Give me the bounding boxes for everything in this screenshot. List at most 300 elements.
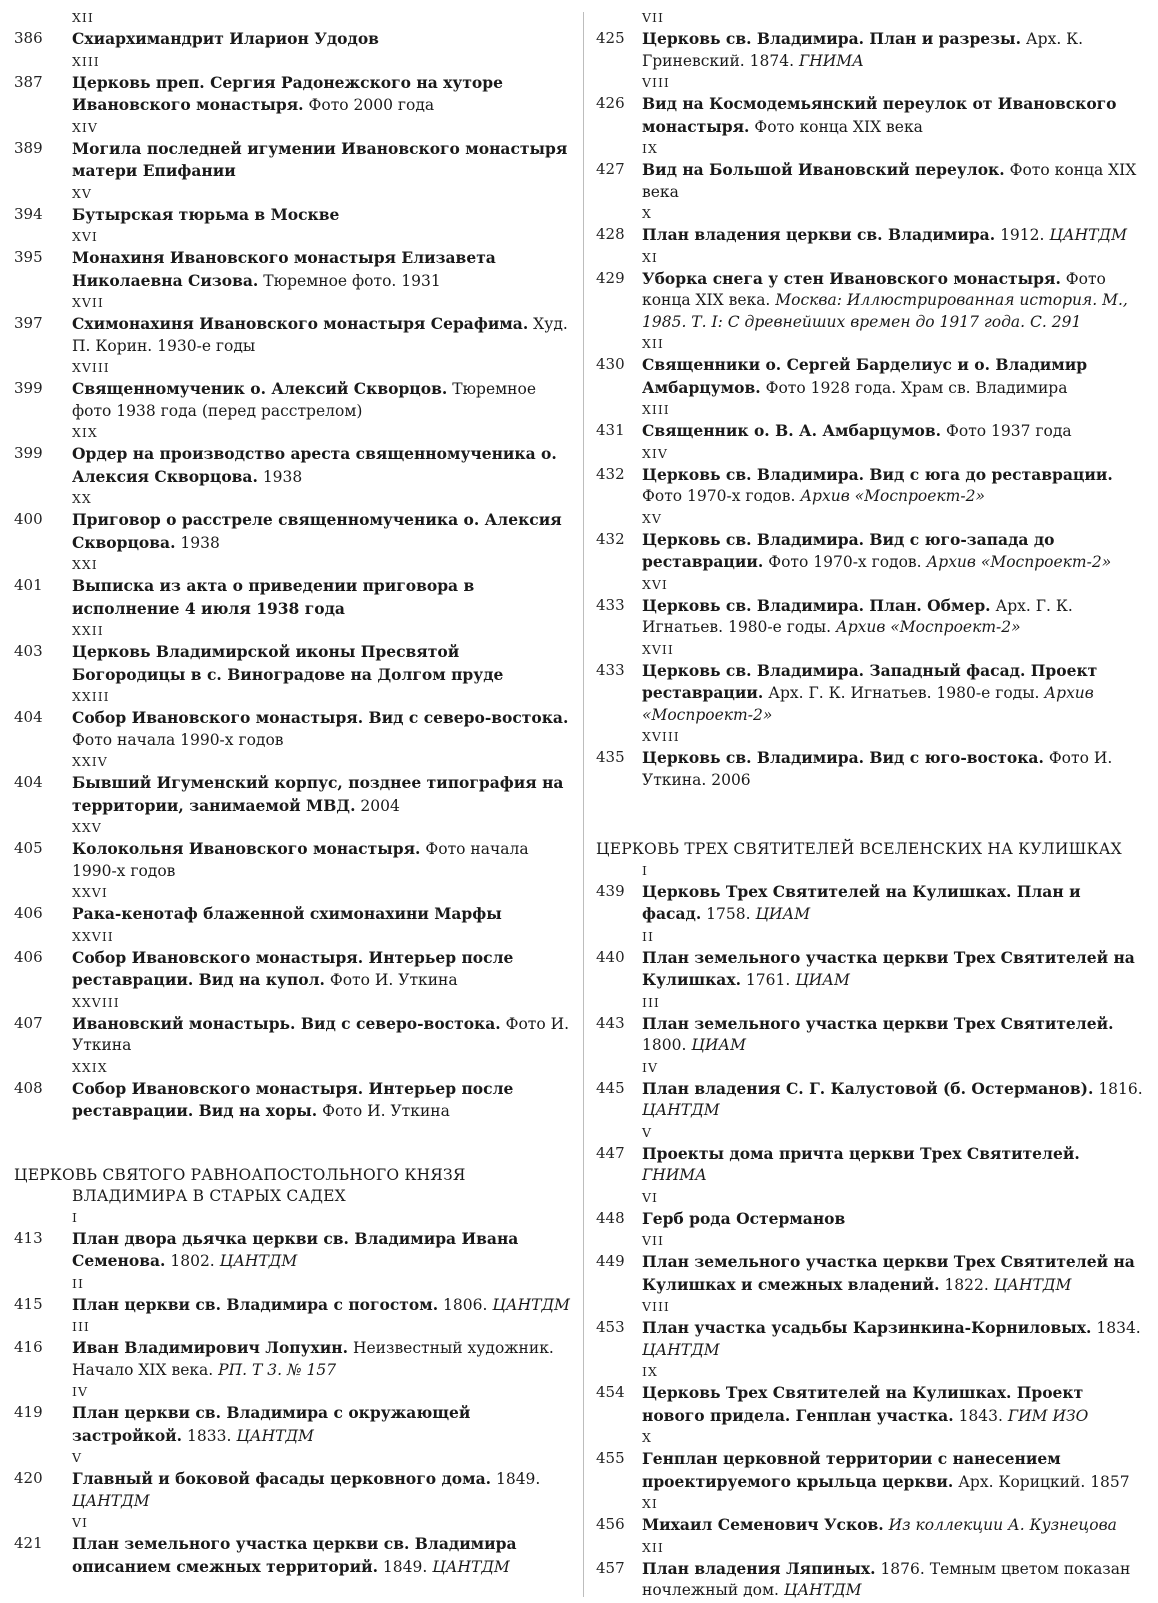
illustration-roman-numeral: I <box>642 862 648 878</box>
list-item <box>596 464 1144 508</box>
entry-source: Архив «Моспроект-2» <box>800 487 985 505</box>
entry-title: Проекты дома причта церкви Трех Святителей. <box>642 1143 1080 1163</box>
left-section-entries <box>14 1208 574 1579</box>
entry-source: Из коллекции А. Кузнецова <box>888 1516 1117 1534</box>
illustration-roman-numeral: XIX <box>72 425 98 440</box>
entry-details: 1833. <box>187 1426 232 1445</box>
page-number: 455 <box>596 1449 625 1467</box>
entry-title: Иван Владимирович Лопухин. <box>72 1338 349 1357</box>
entry-source: ЦАНТДМ <box>783 1581 862 1599</box>
entry-title: Церковь Владимирской иконы Пресвятой Богородицы в с. Виноградове на Долгом пруде <box>72 642 504 684</box>
entry-title: План земельного участка церкви Трех Святителей. <box>642 1013 1114 1033</box>
entry-title: Церковь Трех Святителей на Кулишках. Проект нового придела. Генплан участка. <box>642 1383 1084 1425</box>
page-number: 435 <box>596 748 625 766</box>
list-item <box>596 354 1144 399</box>
entry-title: План земельного участка церкви св. Владимира описанием смежных территорий. <box>72 1534 517 1576</box>
illustration-roman-numeral: XXIII <box>72 689 110 704</box>
illustration-roman-numeral: VI <box>642 1189 658 1205</box>
entry-description <box>642 1143 1144 1187</box>
entry-title: Церковь св. Владимира. План и разрезы. <box>642 29 1021 48</box>
list-item <box>596 1078 1144 1122</box>
entry-title: Ивановский монастырь. Вид с северо-востока. <box>72 1013 501 1033</box>
entry-description <box>72 1533 574 1578</box>
page-number: 456 <box>596 1515 625 1533</box>
illustration-roman-numeral: XVIII <box>642 729 680 744</box>
entry-title: Собор Ивановского монастыря. Вид с северо-востока. <box>72 708 569 727</box>
entry-description <box>642 747 1144 791</box>
illustration-roman-numeral: V <box>72 1450 83 1465</box>
entry-details: Фото И. Уткина <box>329 971 458 989</box>
page-number: 453 <box>596 1318 625 1336</box>
illustration-roman-numeral: XXVIII <box>72 994 120 1010</box>
illustration-roman-numeral: VIII <box>642 1299 670 1314</box>
entry-source: ГИМ ИЗО <box>1007 1406 1089 1425</box>
entry-description <box>642 1013 1144 1057</box>
illustration-roman-numeral: IV <box>642 1059 658 1075</box>
entry-description <box>72 947 574 992</box>
illustration-roman-numeral: XXIX <box>72 1059 108 1075</box>
list-item <box>596 1208 1144 1231</box>
page-number: 432 <box>596 529 625 548</box>
entry-details: 1800. <box>642 1036 687 1054</box>
list-item <box>596 595 1144 639</box>
entry-description <box>72 838 574 882</box>
entry-title: План земельного участка церкви Трех Святителей на Кулишках и смежных владений. <box>642 1252 1135 1294</box>
right-section-entries <box>596 861 1144 1602</box>
entry-details: 1843. <box>958 1406 1003 1425</box>
entry-description <box>72 313 574 357</box>
page-number: 420 <box>14 1469 43 1487</box>
entry-details: Фото И. Уткина <box>72 1014 570 1054</box>
page-number: 405 <box>14 839 43 857</box>
list-item <box>596 1143 1144 1187</box>
entry-details: 1822. <box>944 1275 989 1294</box>
list-item <box>596 947 1144 992</box>
illustration-roman-numeral: II <box>72 1275 84 1291</box>
list-item <box>14 1228 574 1273</box>
left-entries <box>14 8 574 1123</box>
page-number: 454 <box>596 1383 625 1401</box>
illustration-roman-numeral: X <box>642 1430 652 1445</box>
entry-details: Фото 1928 года. Храм св. Владимира <box>765 378 1068 397</box>
illustration-roman-numeral: VII <box>642 1233 664 1248</box>
entry-description <box>642 1448 1144 1493</box>
page-number: 401 <box>14 576 43 594</box>
entry-title: План владения церкви св. Владимира. <box>642 225 996 244</box>
page-number: 425 <box>596 29 625 47</box>
illustration-roman-numeral: III <box>72 1319 90 1334</box>
entry-description <box>642 1382 1144 1427</box>
entry-title: План участка усадьбы Карзинкина-Корниловых. <box>642 1318 1092 1337</box>
illustration-roman-numeral: VIII <box>642 75 670 90</box>
entry-title: Генплан церковной территории с нанесением проектируемого крыльца церкви. <box>642 1449 1061 1491</box>
page-number: 413 <box>14 1228 43 1247</box>
entry-title: Священномученик о. Алексий Скворцов. <box>72 379 448 398</box>
illustration-roman-numeral: XXIV <box>72 754 108 769</box>
entry-source: Архив «Моспроект-2» <box>642 684 1094 724</box>
illustration-roman-numeral: XII <box>72 10 94 25</box>
entry-details: Фото 1970-х годов. <box>642 487 796 505</box>
illustration-roman-numeral: XIV <box>642 445 668 461</box>
entry-details: Фото конца XIX века <box>754 117 923 136</box>
illustration-roman-numeral: IX <box>642 141 658 156</box>
entry-source: ЦАНТДМ <box>236 1426 314 1445</box>
list-item <box>14 138 574 183</box>
list-item <box>14 443 574 488</box>
illustration-roman-numeral: IV <box>72 1384 88 1399</box>
page-number: 439 <box>596 881 625 900</box>
list-item <box>596 1317 1144 1361</box>
entry-description <box>72 641 574 686</box>
entry-title: Уборка снега у стен Ивановского монастыря. <box>642 268 1061 288</box>
illustration-roman-numeral: XV <box>642 510 662 526</box>
entry-description <box>642 1208 1144 1231</box>
illustration-roman-numeral: XIII <box>642 402 670 417</box>
entry-description <box>642 1514 1144 1537</box>
entry-title: Церковь св. Владимира. Вид с юго-запада до реставрации. <box>642 529 1055 571</box>
entry-details: Фото 1970-х годов. <box>768 553 922 571</box>
illustration-roman-numeral: V <box>642 1124 653 1140</box>
column-divider <box>583 12 584 1597</box>
entry-source: РП. Т 3. № 157 <box>218 1360 337 1379</box>
illustration-roman-numeral: XX <box>72 491 92 506</box>
entry-title: Собор Ивановского монастыря. Интерьер после реставрации. Вид на купол. <box>72 947 514 989</box>
illustration-roman-numeral: VI <box>72 1515 88 1530</box>
entry-title: Герб рода Остерманов <box>642 1208 846 1228</box>
entry-description <box>72 772 574 817</box>
entry-source: ЦИАМ <box>691 1036 746 1054</box>
page-number: 447 <box>596 1143 625 1162</box>
list-item <box>596 268 1144 334</box>
page-number: 386 <box>14 29 43 47</box>
entry-source: ГНИМА <box>798 51 864 70</box>
illustration-roman-numeral: XI <box>642 249 658 265</box>
entry-details: 1938 <box>180 533 220 552</box>
list-item <box>14 1337 574 1381</box>
illustration-roman-numeral: XII <box>642 336 664 351</box>
entry-title: Рака-кенотаф блаженной схимонахини Марфы <box>72 904 502 923</box>
page-number: 449 <box>596 1252 625 1270</box>
entry-description <box>642 224 1144 247</box>
list-item <box>596 1013 1144 1057</box>
entry-description <box>642 1251 1144 1296</box>
right-column <box>596 8 1144 1603</box>
entry-details: 1802. <box>170 1252 215 1270</box>
entry-details: Тюремное фото 1938 года (перед расстрелом) <box>72 380 537 420</box>
list-item <box>14 378 574 422</box>
entry-details: Арх. Г. К. Игнатьев. 1980-е годы. <box>642 596 1073 636</box>
entry-description <box>72 443 574 488</box>
list-item <box>14 1078 574 1123</box>
list-item <box>596 1558 1144 1602</box>
entry-title: План земельного участка церкви Трех Святителей на Кулишках. <box>642 947 1135 989</box>
entry-description <box>642 93 1144 138</box>
entry-details: 1806. <box>443 1295 488 1314</box>
page-number: 399 <box>14 379 43 397</box>
entry-details: 1912. <box>1000 226 1045 244</box>
list-item <box>14 204 574 227</box>
illustration-roman-numeral: VII <box>642 10 664 25</box>
illustration-roman-numeral: XXII <box>72 623 104 638</box>
entry-title: Церковь св. Владимира. Западный фасад. Проект реставрации. <box>642 660 1098 702</box>
illustration-roman-numeral: XVI <box>72 229 98 244</box>
list-item <box>14 641 574 686</box>
entry-description <box>642 660 1144 727</box>
entry-source: ЦАНТДМ <box>492 1295 570 1314</box>
list-item <box>596 660 1144 727</box>
entry-title: План владения Ляпиных. <box>642 1558 876 1578</box>
entry-description <box>72 28 574 51</box>
list-item <box>14 947 574 992</box>
entry-title: Бывший Игуменский корпус, позднее типография на территории, занимаемой МВД. <box>72 773 564 815</box>
entry-source: Архив «Моспроект-2» <box>926 553 1112 571</box>
entry-title: Ордер на производство ареста священномученика о. Алексия Скворцова. <box>72 444 557 486</box>
entry-description <box>642 420 1144 443</box>
entry-details: 1849. <box>382 1557 428 1576</box>
entry-details: Фото конца XIX века <box>642 161 1137 201</box>
entry-title: Собор Ивановского монастыря. Интерьер после реставрации. Вид на хоры. <box>72 1078 514 1120</box>
page-number: 445 <box>596 1078 625 1097</box>
page-number: 429 <box>596 268 625 287</box>
entry-source: ЦАНТДМ <box>642 1340 720 1359</box>
page-number: 400 <box>14 510 43 528</box>
entry-title: Выписка из акта о приведении приговора в исполнение 4 июля 1938 года <box>72 576 475 618</box>
page-number: 406 <box>14 904 43 922</box>
page-number: 387 <box>14 72 43 91</box>
entry-description <box>72 204 574 227</box>
page-number: 394 <box>14 204 43 223</box>
page-number: 433 <box>596 660 625 679</box>
entry-title: Схиархимандрит Иларион Удодов <box>72 29 379 48</box>
list-item <box>596 1251 1144 1296</box>
illustration-roman-numeral: XIV <box>72 119 98 135</box>
entry-title: Приговор о расстреле священномученика о. Алексия Скворцова. <box>72 510 562 552</box>
illustration-roman-numeral: XXI <box>72 557 98 572</box>
page-number: 440 <box>596 947 625 966</box>
entry-description <box>642 595 1144 639</box>
list-item <box>596 93 1144 138</box>
entry-details: Фото 1937 года <box>946 422 1072 440</box>
entry-description <box>642 947 1144 992</box>
list-item <box>596 529 1144 574</box>
entry-source: ЦИАМ <box>795 971 850 989</box>
page-number: 428 <box>596 225 625 243</box>
entry-description <box>642 529 1144 574</box>
entry-title: Церковь св. Владимира. Вид с юга до реставрации. <box>642 464 1113 484</box>
page-number: 415 <box>14 1294 43 1313</box>
illustration-roman-numeral: XIII <box>72 53 100 69</box>
entry-description <box>642 1317 1144 1361</box>
page-number: 432 <box>596 464 625 483</box>
entry-source: ЦАНТДМ <box>219 1252 298 1270</box>
illustration-roman-numeral: III <box>642 994 660 1010</box>
entry-description <box>72 707 574 751</box>
entry-details: Худ. П. Корин. 1930-е годы <box>72 315 568 355</box>
list-item <box>14 903 574 926</box>
entry-details: Неизвестный художник. Начало XIX века. <box>72 1339 554 1379</box>
entry-details: Тюремное фото. 1931 <box>263 271 441 290</box>
entry-source: Москва: Иллюстрированная история. М., 1985. Т. I: С древнейших времен до 1917 года. С. 291 <box>642 291 1128 331</box>
page-number: 416 <box>14 1338 43 1356</box>
entry-details: Фото начала 1990-х годов <box>72 840 529 880</box>
list-item <box>14 838 574 882</box>
page-number: 419 <box>14 1403 43 1421</box>
illustration-roman-numeral: XV <box>72 185 92 201</box>
entry-title: План владения С. Г. Калустовой (б. Остерманов). <box>642 1078 1094 1098</box>
entry-title: Священник о. В. А. Амбарцумов. <box>642 421 942 440</box>
page-number: 421 <box>14 1534 43 1552</box>
entry-title: Церковь Трех Святителей на Кулишках. План и фасад. <box>642 881 1081 923</box>
page-number: 443 <box>596 1013 625 1032</box>
list-item <box>14 707 574 751</box>
page-number: 403 <box>14 642 43 660</box>
list-item <box>14 72 574 117</box>
list-item <box>596 747 1144 791</box>
illustration-roman-numeral: XVII <box>72 295 104 310</box>
entry-details: 1816. <box>1098 1079 1143 1098</box>
entry-title: Бутырская тюрьма в Москве <box>72 204 340 224</box>
entry-title: Могила последней игумении Ивановского монастыря матери Епифании <box>72 138 568 180</box>
list-item <box>14 509 574 554</box>
page-number: 408 <box>14 1078 43 1097</box>
entry-source: ЦАНТДМ <box>993 1275 1072 1294</box>
entry-title: Монахиня Ивановского монастыря Елизавета Николаевна Сизова. <box>72 248 496 290</box>
entry-description <box>642 464 1144 508</box>
entry-description <box>72 72 574 117</box>
illustration-roman-numeral: XXVII <box>72 928 114 944</box>
entry-source: ЦАНТДМ <box>1049 226 1127 244</box>
illustration-roman-numeral: XVI <box>642 576 668 592</box>
entry-title: Церковь преп. Сергия Радонежского на хуторе Ивановского монастыря. <box>72 72 503 114</box>
entry-title: Главный и боковой фасады церковного дома. <box>72 1469 492 1488</box>
list-item <box>596 159 1144 203</box>
list-item <box>14 1294 574 1317</box>
list-item <box>596 881 1144 926</box>
entry-description <box>72 1294 574 1317</box>
entry-details: 1849. <box>495 1470 541 1488</box>
entry-details: Арх. К. Гриневский. 1874. <box>642 30 1084 70</box>
list-item <box>596 28 1144 72</box>
entry-details: Фото И. Уткина <box>322 1102 450 1120</box>
list-item <box>596 1514 1144 1537</box>
entry-source: ЦАНТДМ <box>432 1557 510 1576</box>
list-item <box>14 575 574 620</box>
entry-title: Церковь св. Владимира. План. Обмер. <box>642 595 991 615</box>
entry-title: Схимонахиня Ивановского монастыря Серафима. <box>72 314 529 333</box>
page-number: 457 <box>596 1558 625 1577</box>
section-heading-three-hierarchs <box>596 839 1144 861</box>
entry-details: 2004 <box>360 796 400 815</box>
page-number: 406 <box>14 947 43 966</box>
entry-description <box>72 903 574 926</box>
illustration-roman-numeral: IX <box>642 1364 658 1379</box>
entry-title: Церковь св. Владимира. Вид с юго-востока. <box>642 748 1044 767</box>
list-item <box>14 313 574 357</box>
entry-description <box>72 509 574 554</box>
page-number: 404 <box>14 708 43 726</box>
entry-details: Фото И. Уткина. 2006 <box>642 749 1113 789</box>
entry-description <box>72 138 574 183</box>
entry-details: Арх. Корицкий. 1857 <box>958 1472 1130 1491</box>
list-item <box>14 1402 574 1447</box>
section-heading-vladimir <box>14 1165 574 1208</box>
entry-description <box>72 575 574 620</box>
entry-details: Фото конца XIX века. <box>642 269 1106 309</box>
entry-description <box>642 881 1144 926</box>
entry-description <box>642 1078 1144 1122</box>
list-item <box>14 1013 574 1057</box>
list-item <box>14 28 574 51</box>
entry-title: План двора дьячка церкви св. Владимира Ивана Семенова. <box>72 1228 519 1270</box>
entry-description <box>72 1402 574 1447</box>
left-column <box>14 8 574 1579</box>
entry-details: 1761. <box>745 971 791 989</box>
entry-details: 1938 <box>262 467 303 486</box>
list-item <box>14 772 574 817</box>
entry-title: Священники о. Сергей Барделиус и о. Владимир Амбарцумов. <box>642 355 1088 397</box>
entry-title: Михаил Семенович Усков. <box>642 1515 884 1534</box>
entry-details: 1758. <box>706 905 751 923</box>
entry-details: Фото 2000 года <box>308 96 435 114</box>
list-item <box>14 247 574 292</box>
entry-title: План церкви св. Владимира с окружающей застройкой. <box>72 1403 471 1445</box>
illustration-roman-numeral: XXV <box>72 820 102 835</box>
entry-description <box>72 1013 574 1057</box>
entry-title: Вид на Космодемьянский переулок от Ивановского монастыря. <box>642 94 1117 136</box>
page-number: 426 <box>596 94 625 112</box>
entry-details: 1834. <box>1096 1319 1141 1337</box>
entry-details: Фото начала 1990-х годов <box>72 730 284 749</box>
entry-title: Колокольня Ивановского монастыря. <box>72 839 421 858</box>
illustration-roman-numeral: XXVI <box>72 885 108 900</box>
page-number: 389 <box>14 138 43 157</box>
illustration-roman-numeral: I <box>72 1209 78 1225</box>
illustration-roman-numeral: X <box>642 206 652 221</box>
right-entries <box>596 8 1144 791</box>
page-number: 407 <box>14 1013 43 1032</box>
page-number: 433 <box>596 595 625 614</box>
list-item <box>596 420 1144 443</box>
section-heading-line1: ЦЕРКОВЬ СВЯТОГО РАВНОАПОСТОЛЬНОГО КНЯЗЯ <box>14 1165 466 1184</box>
entry-description <box>72 247 574 292</box>
entry-description <box>72 1228 574 1273</box>
entry-description <box>642 268 1144 334</box>
entry-description <box>72 378 574 422</box>
section-heading-line1: ЦЕРКОВЬ ТРЕХ СВЯТИТЕЛЕЙ ВСЕЛЕНСКИХ НА КУЛИШКАХ <box>596 840 1122 858</box>
entry-title: План церкви св. Владимира с погостом. <box>72 1294 439 1314</box>
entry-source: ЦАНТДМ <box>642 1101 720 1119</box>
page-number: 430 <box>596 355 625 373</box>
entry-description <box>642 354 1144 399</box>
page-number: 427 <box>596 160 625 178</box>
list-item <box>14 1533 574 1578</box>
page-number: 395 <box>14 248 43 266</box>
entry-description <box>72 1337 574 1381</box>
illustration-roman-numeral: II <box>642 928 654 944</box>
entry-description <box>642 159 1144 203</box>
entry-source: ЦИАМ <box>755 905 811 923</box>
entry-description <box>642 1558 1144 1602</box>
illustration-roman-numeral: XII <box>642 1539 664 1555</box>
list-item <box>596 224 1144 247</box>
entry-title: Вид на Большой Ивановский переулок. <box>642 160 1005 179</box>
page-number: 431 <box>596 421 625 439</box>
entry-description <box>72 1078 574 1123</box>
entry-source: Архив «Моспроект-2» <box>835 618 1021 636</box>
page-number: 399 <box>14 444 43 462</box>
entry-details: 1876. Темным цветом показан ночлежный дом. <box>642 1559 1131 1599</box>
page-number: 397 <box>14 314 43 332</box>
